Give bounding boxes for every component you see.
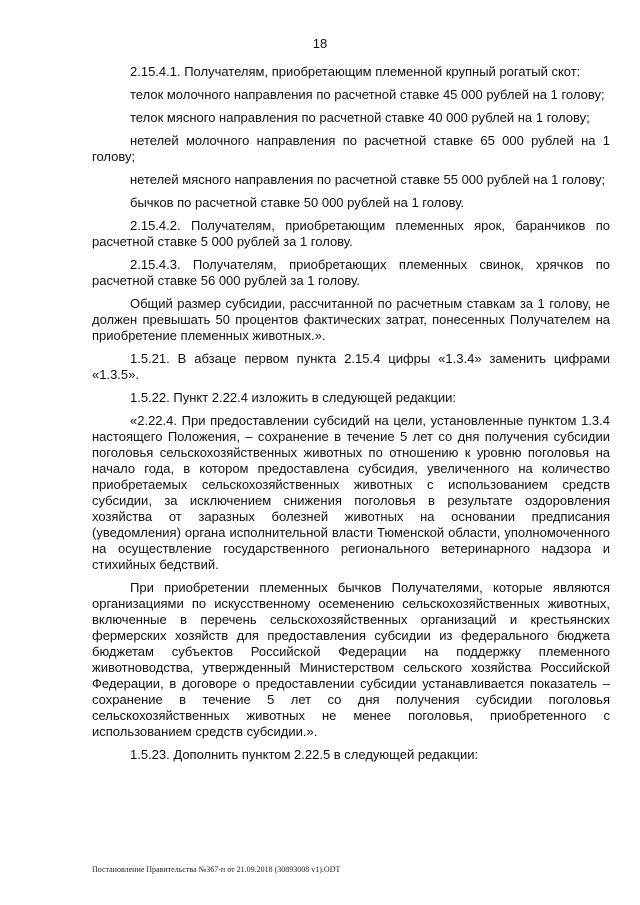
paragraph: Общий размер субсидии, рассчитанной по расчетным ставкам за 1 голову, не должен превышать 50 процентов фактических затрат, понесенных Получателем на приобретение племенных животных.». — [92, 296, 610, 343]
document-body — [92, 64, 610, 770]
document-footer: Постановление Правительства №367-п от 21.09.2018 (30893008 v1).ODT — [92, 865, 341, 874]
paragraph: нетелей мясного направления по расчетной ставке 55 000 рублей на 1 голову; — [130, 172, 606, 187]
paragraph: телок мясного направления по расчетной ставке 40 000 рублей на 1 голову; — [130, 110, 590, 125]
paragraph: 1.5.23. Дополнить пунктом 2.22.5 в следующей редакции: — [130, 747, 479, 762]
paragraph: При приобретении племенных бычков Получателями, которые являются организациями по искусственному осеменению сельскохозяйственных животных, включенные в перечень сельскохозяйственных организаций и крестьянских фермерских хозяйств для предоставления субсидии из федерального бюджета бюджетам субъектов Российской Федерации на поддержку племенного животноводства, утвержденный Министерством сельского хозяйства Российской Федерации, в договоре о предоставлении субсидии устанавливается показатель – сохранение в течение 5 лет со дня получения субсидии поголовья сельскохозяйственных животных не менее поголовья, приобретенного с использованием средств субсидии.». — [92, 580, 610, 739]
paragraph: бычков по расчетной ставке 50 000 рублей на 1 голову. — [130, 195, 465, 210]
paragraph: 2.15.4.2. Получателям, приобретающим племенных ярок, баранчиков по расчетной ставке 5 000 рублей за 1 голову. — [92, 218, 610, 249]
page-number: 18 — [312, 36, 328, 51]
paragraph: 1.5.22. Пункт 2.22.4 изложить в следующей редакции: — [130, 390, 457, 405]
paragraph: телок молочного направления по расчетной ставке 45 000 рублей на 1 голову; — [130, 87, 605, 102]
paragraph: нетелей молочного направления по расчетной ставке 65 000 рублей на 1 голову; — [92, 133, 610, 164]
paragraph: 2.15.4.1. Получателям, приобретающим племенной крупный рогатый скот: — [130, 64, 581, 79]
paragraph: «2.22.4. При предоставлении субсидий на цели, установленные пунктом 1.3.4 настоящего Положения, – сохранение в течение 5 лет со дня получения субсидии поголовья сельскохозяйственных животных по отношению к уровню поголовья на начало года, в котором предоставлена субсидия, увеличенного на количество приобретаемых сельскохозяйственных животных с использованием средств субсидии, за исключением снижения поголовья в результате оздоровления хозяйства от заразных болезней животных на основании предписания (уведомления) органа исполнительной власти Тюменской области, уполномоченного на осуществление государственного регионального ветеринарного надзора и стихийных бедствий. — [92, 413, 610, 572]
paragraph: 2.15.4.3. Получателям, приобретающих племенных свинок, хрячков по расчетной ставке 56 000 рублей за 1 голову. — [92, 257, 610, 288]
paragraph: 1.5.21. В абзаце первом пункта 2.15.4 цифры «1.3.4» заменить цифрами «1.3.5». — [92, 351, 610, 382]
